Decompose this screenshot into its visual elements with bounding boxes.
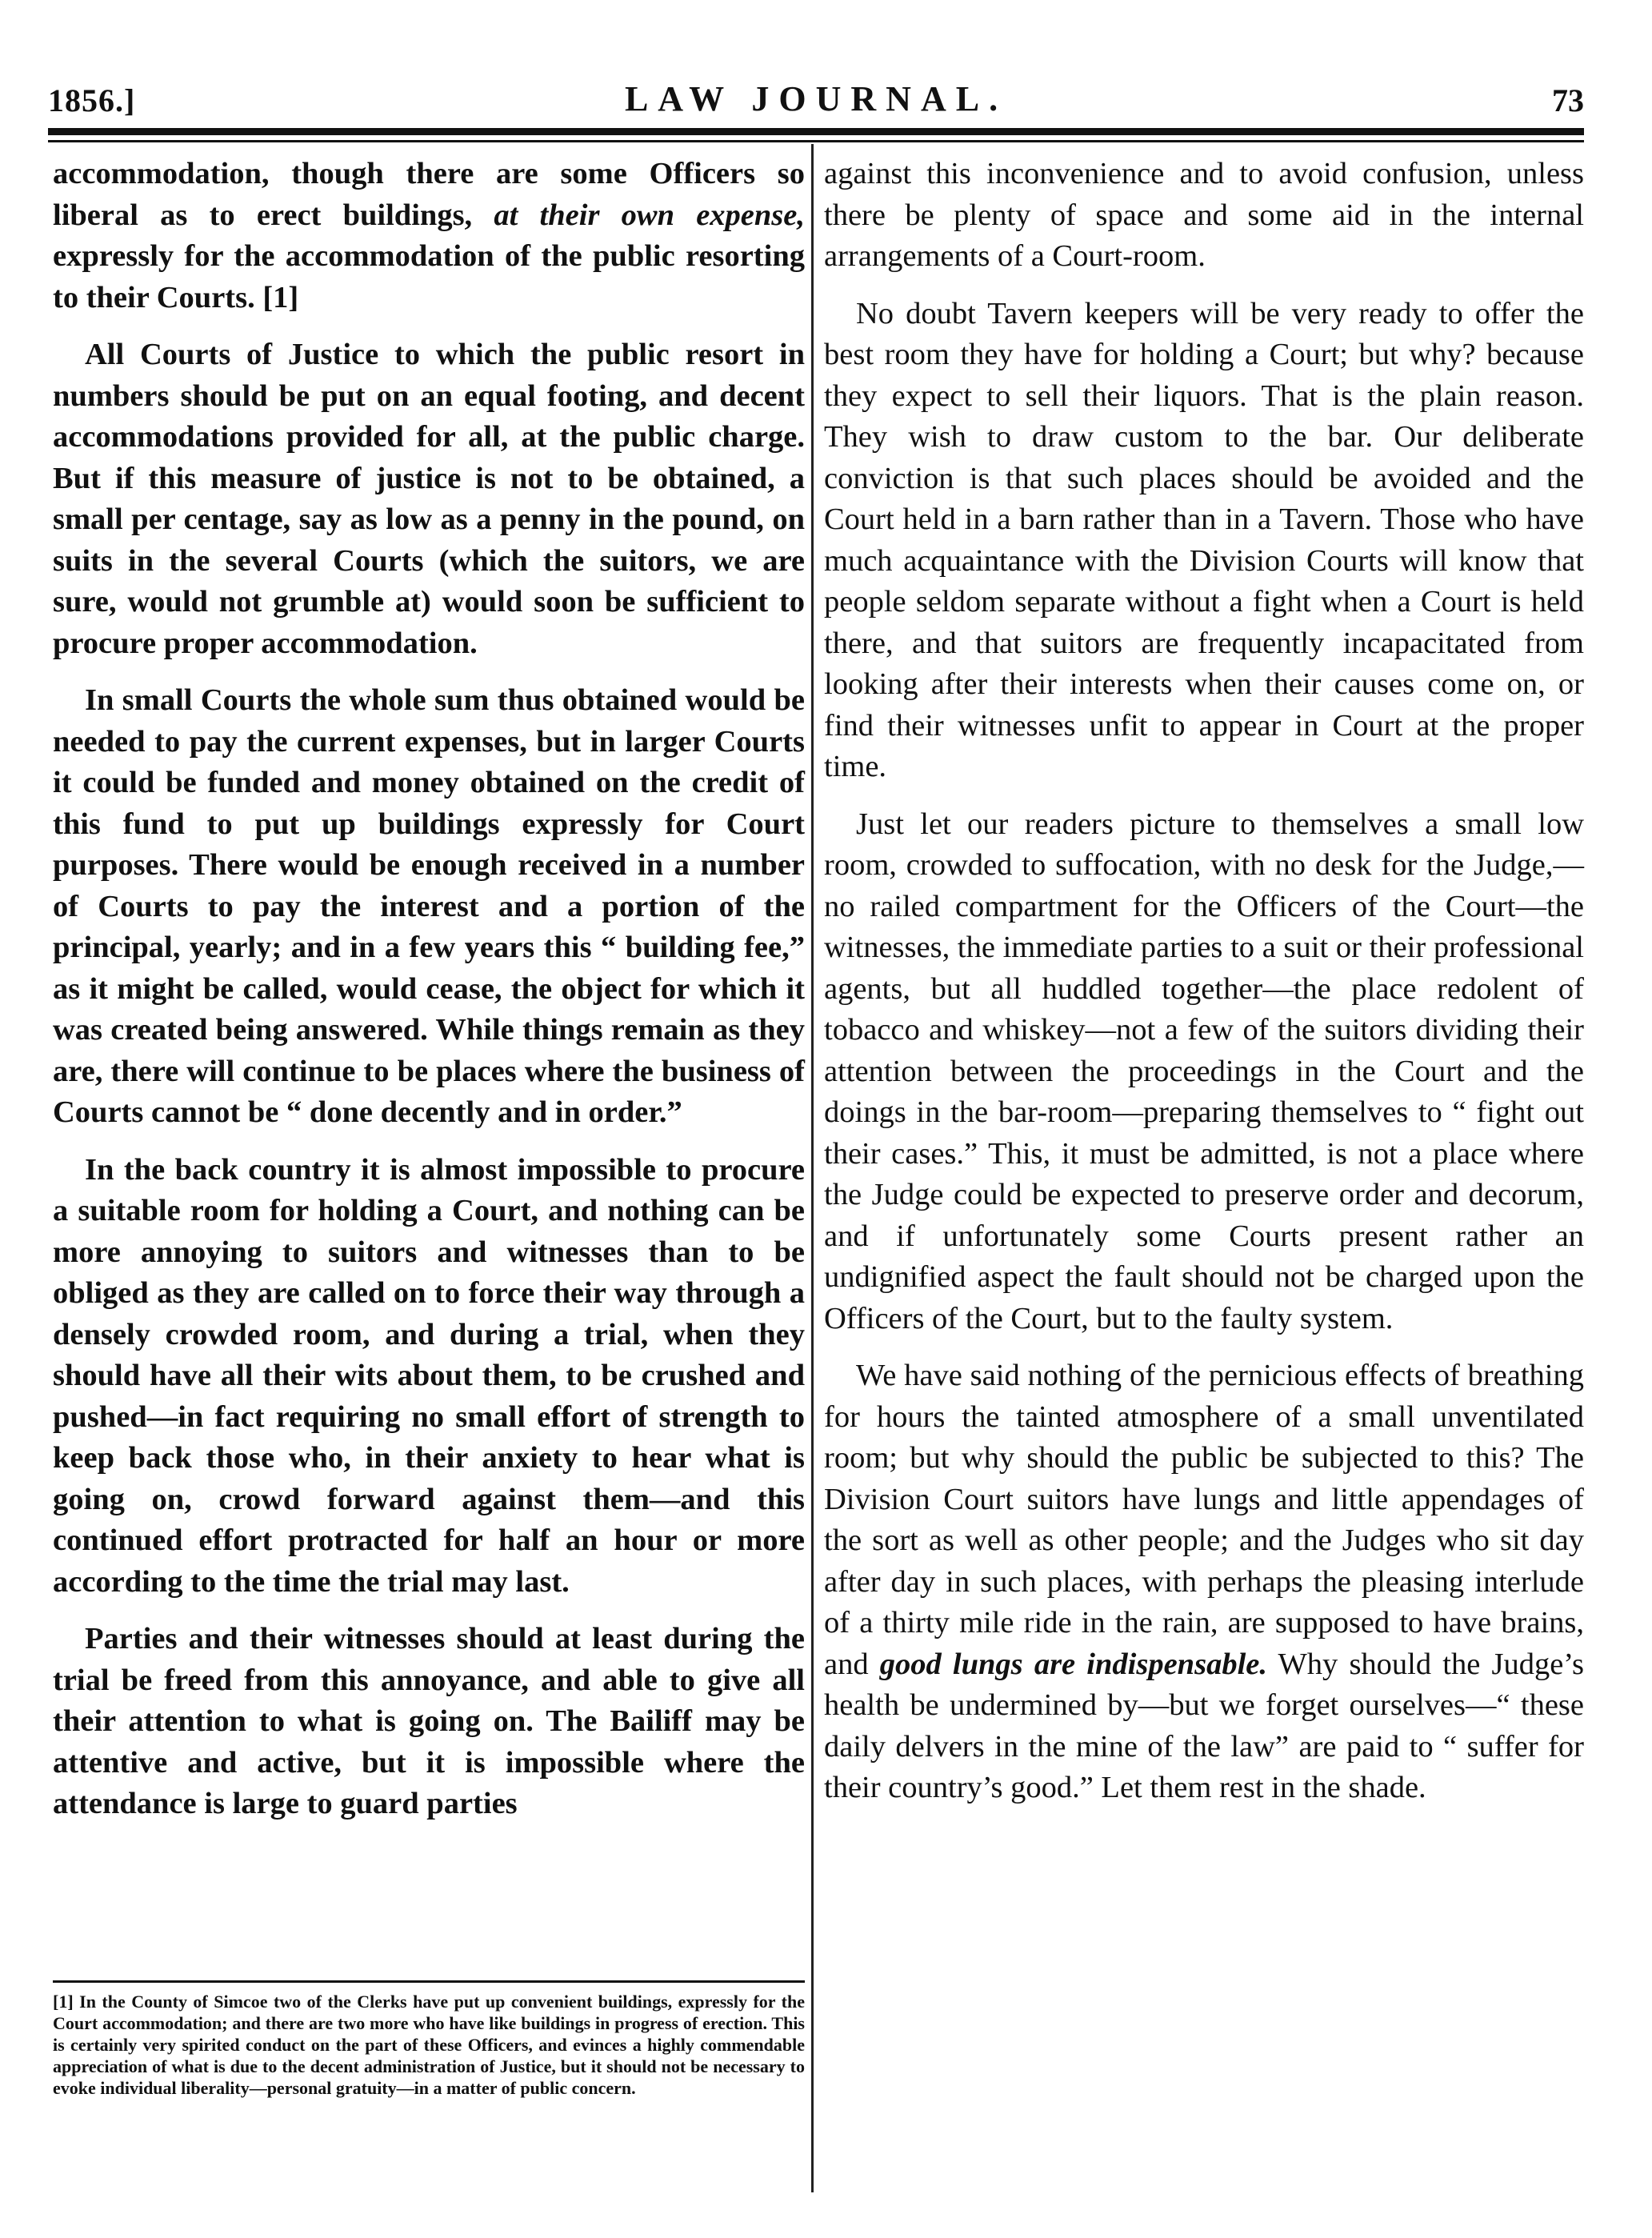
- left-p1-text-b: expressly for the accommodation of the public resorting to their Courts. [1]: [53, 239, 805, 314]
- right-paragraph-4: [824, 1355, 1584, 1809]
- right-paragraph-2: No doubt Tavern keepers will be very ready to offer the best room they have for holding a Court; but why? because they expect to sell their liquors. That is the plain reason. They wish to draw custom to the bar. Our deliberate conviction is that such places should be avoided and the Court held in a barn rather than in a Tavern. Those who have much acquaintance with the Division Courts will know that people seldom separate without a fight when a Court is held there, and that suitors are frequently incapacitated from looking after their interests when their causes come on, or find their witnesses unfit to appear in Court at the proper time.: [824, 296, 1584, 783]
- running-header: [48, 74, 1584, 122]
- left-paragraph-3: In small Courts the whole sum thus obtained would be needed to pay the current expenses, but in larger Courts it could be funded and money obtained on the credit of this fund to put up buildings expressly for Court purposes. There would be enough received in a number of Courts to pay the interest and a portion of the principal, yearly; and in a few years this “ building fee,” as it might be called, would cease, the object for which it was created being answered. While things remain as they are, there will continue to be places where the business of Courts cannot be “ done decently and in order.”: [53, 683, 805, 1129]
- right-p4-text-b: Why should the Judge’s health be undermined by—but we forget ourselves—“ these daily delvers in the mine of the law” are paid to “ suffer for their country’s good.” Let them rest in the shade.: [824, 1647, 1584, 1804]
- left-paragraph-4: In the back country it is almost impossible to procure a suitable room for holding a Court, and nothing can be more annoying to suitors and witnesses than to be obliged as they are called on to force their way through a densely crowded room, and during a trial, when they should have all their wits about them, to be crushed and pushed—in fact requiring no small effort of strength to keep back those who, in their anxiety to hear what is going on, crowd forward against them—and this continued effort protracted for half an hour or more according to the time the trial may last.: [53, 1152, 805, 1599]
- header-rule-thick: [48, 128, 1584, 135]
- right-paragraph-3: Just let our readers picture to themselves a small low room, crowded to suffocation, with no desk for the Judge,—no railed compartment for the Officers of the Court—the witnesses, the immediate parties to a suit or their professional agents, but all huddled together—the place redolent of tobacco and whiskey—not a few of the suitors dividing their attention between the proceedings in the Court and the doings in the bar-room—preparing themselves to “ fight out their cases.” This, it must be admitted, is not a place where the Judge could be expected to preserve order and decorum, and if unfortunately some Courts present rather an undignified aspect the fault should not be charged upon the Officers of the Court, but to the faulty system.: [824, 807, 1584, 1335]
- left-p1-text-a: accommodation, though there are some Officers so liberal as to erect buildings,: [53, 157, 805, 232]
- page-number: 73: [1552, 82, 1584, 118]
- left-p1-italic: at their own expense,: [494, 198, 805, 232]
- left-paragraph-1: [53, 154, 805, 318]
- left-paragraph-5: Parties and their witnesses should at least during the trial be freed from this annoyance, and able to give all their attention to what is going on. The Bailiff may be attentive and active, but it is impossible where the attendance is large to guard parties: [53, 1622, 805, 1820]
- journal-title: LAW JOURNAL.: [624, 79, 1008, 118]
- column-divider: [811, 144, 814, 2192]
- left-paragraph-2: All Courts of Justice to which the public resort in numbers should be put on an equal footing, and decent accommodations provided for all, at the public charge. But if this measure of justice is not to be obtained, a small per centage, say as low as a penny in the pound, on suits in the several Courts (which the suitors, we are sure, would not grumble at) would soon be sufficient to procure proper accommodation.: [53, 338, 805, 660]
- header-year: 1856.]: [48, 82, 136, 118]
- footnote: [1] In the County of Simcoe two of the Clerks have put up convenient buildings, expressly for the Court accommodation; and there are two more who have like buildings in progress of erection. This is certainly very spirited conduct on the part of these Officers, and evinces a highly commendable appreciation of what is due to the decent administration of Justice, but it should not be necessary to evoke individual liberality—personal gratuity—in a matter of public concern.: [53, 1980, 805, 2099]
- header-rule-thin: [48, 140, 1584, 142]
- right-paragraph-1: against this inconvenience and to avoid confusion, unless there be plenty of space and some aid in the internal arrangements of a Court-room.: [824, 157, 1584, 273]
- right-p4-italic: good lungs are indispensable.: [879, 1647, 1267, 1681]
- right-p4-text-a: We have said nothing of the pernicious effects of breathing for hours the tainted atmosphere of a small unventilated room; but why should the public be subjected to this? The Division Court suitors have lungs and little appendages of the sort as well as other people; and the Judges who sit day after day in such places, with perhaps the pleasing interlude of a thirty mile ride in the rain, are supposed to have brains, and: [824, 1359, 1584, 1681]
- left-column: [53, 154, 805, 1841]
- right-column: [824, 154, 1584, 1825]
